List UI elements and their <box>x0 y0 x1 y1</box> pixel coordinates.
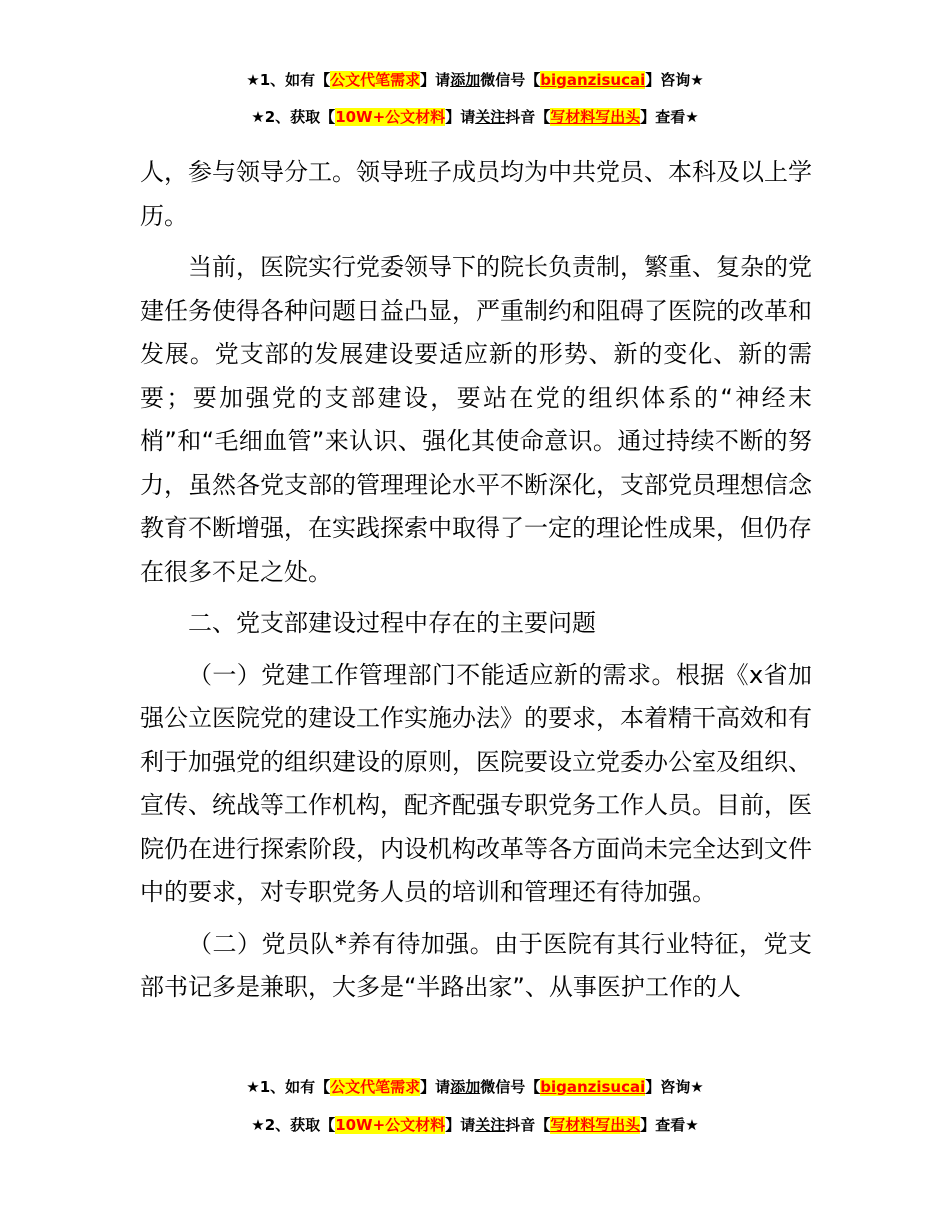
header-banner-line-1 <box>0 70 950 90</box>
banner-text: 微信号【 <box>480 71 541 89</box>
banner-highlight: 10W+公文材料 <box>335 108 446 126</box>
paragraph: 人，参与领导分工。领导班子成员均为中共党员、本科及以上学历。 <box>140 158 812 230</box>
douyin-account-link[interactable]: 写材料写出头 <box>550 108 641 126</box>
footer-banner-line-1 <box>0 1077 950 1097</box>
banner-text: 】查看★ <box>640 108 699 126</box>
banner-underline: 关注 <box>475 1116 506 1134</box>
banner-highlight: 公文代笔需求 <box>330 71 421 89</box>
footer-banner-line-2 <box>0 1115 950 1135</box>
paragraph: 当前，医院实行党委领导下的院长负责制，繁重、复杂的党建任务使得各种问题日益凸显，严重制约和阻碍了医院的改革和发展。党支部的发展建设要适应新的形势、新的变化、新的需要；要加强党的支部建设，要站在党的组织体系的“神经末梢”和“毛细血管”来认识、强化其使命意识。通过持续不断的努力，虽然各党支部的管理理论水平不断深化，支部党员理想信念教育不断增强，在实践探索中取得了一定的理论性成果，但仍存在很多不足之处。 <box>140 253 812 586</box>
banner-highlight: 公文代笔需求 <box>330 1078 421 1096</box>
wechat-id-link[interactable]: biganzisucai <box>540 71 646 89</box>
banner-highlight: 10W+公文材料 <box>335 1116 446 1134</box>
douyin-account-link[interactable]: 写材料写出头 <box>550 1116 641 1134</box>
paragraph: （一）党建工作管理部门不能适应新的需求。根据《x省加强公立医院党的建设工作实施办法》的要求，本着精干高效和有利于加强党的组织建设的原则，医院要设立党委办公室及组织、宣传、统战等工作机构，配齐配强专职党务工作人员。目前，医院仍在进行探索阶段，内设机构改革等各方面尚未完全达到文件中的要求，对专职党务人员的培训和管理还有待加强。 <box>140 660 812 906</box>
banner-text: 】查看★ <box>640 1116 699 1134</box>
banner-text: 抖音【 <box>505 108 551 126</box>
banner-text: ★1、如有【 <box>246 71 331 89</box>
banner-text: 】咨询★ <box>645 1078 704 1096</box>
paragraph: （二）党员队*养有待加强。由于医院有其行业特征，党支部书记多是兼职，大多是“半路出家”、从事医护工作的人 <box>140 929 812 1001</box>
banner-text: 】请 <box>420 1078 451 1096</box>
banner-underline: 添加 <box>450 1078 481 1096</box>
document-body <box>140 151 812 1018</box>
banner-text: ★1、如有【 <box>246 1078 331 1096</box>
section-heading: 二、党支部建设过程中存在的主要问题 <box>188 609 596 637</box>
header-banner-line-2 <box>0 107 950 127</box>
banner-text: 微信号【 <box>480 1078 541 1096</box>
banner-text: ★2、获取【 <box>251 1116 336 1134</box>
banner-text: 】请 <box>420 71 451 89</box>
banner-text: 】咨询★ <box>645 71 704 89</box>
banner-text: ★2、获取【 <box>251 108 336 126</box>
banner-text: 】请 <box>445 108 476 126</box>
banner-text: 抖音【 <box>505 1116 551 1134</box>
banner-text: 】请 <box>445 1116 476 1134</box>
banner-underline: 添加 <box>450 71 481 89</box>
banner-underline: 关注 <box>475 108 506 126</box>
wechat-id-link[interactable]: biganzisucai <box>540 1078 646 1096</box>
